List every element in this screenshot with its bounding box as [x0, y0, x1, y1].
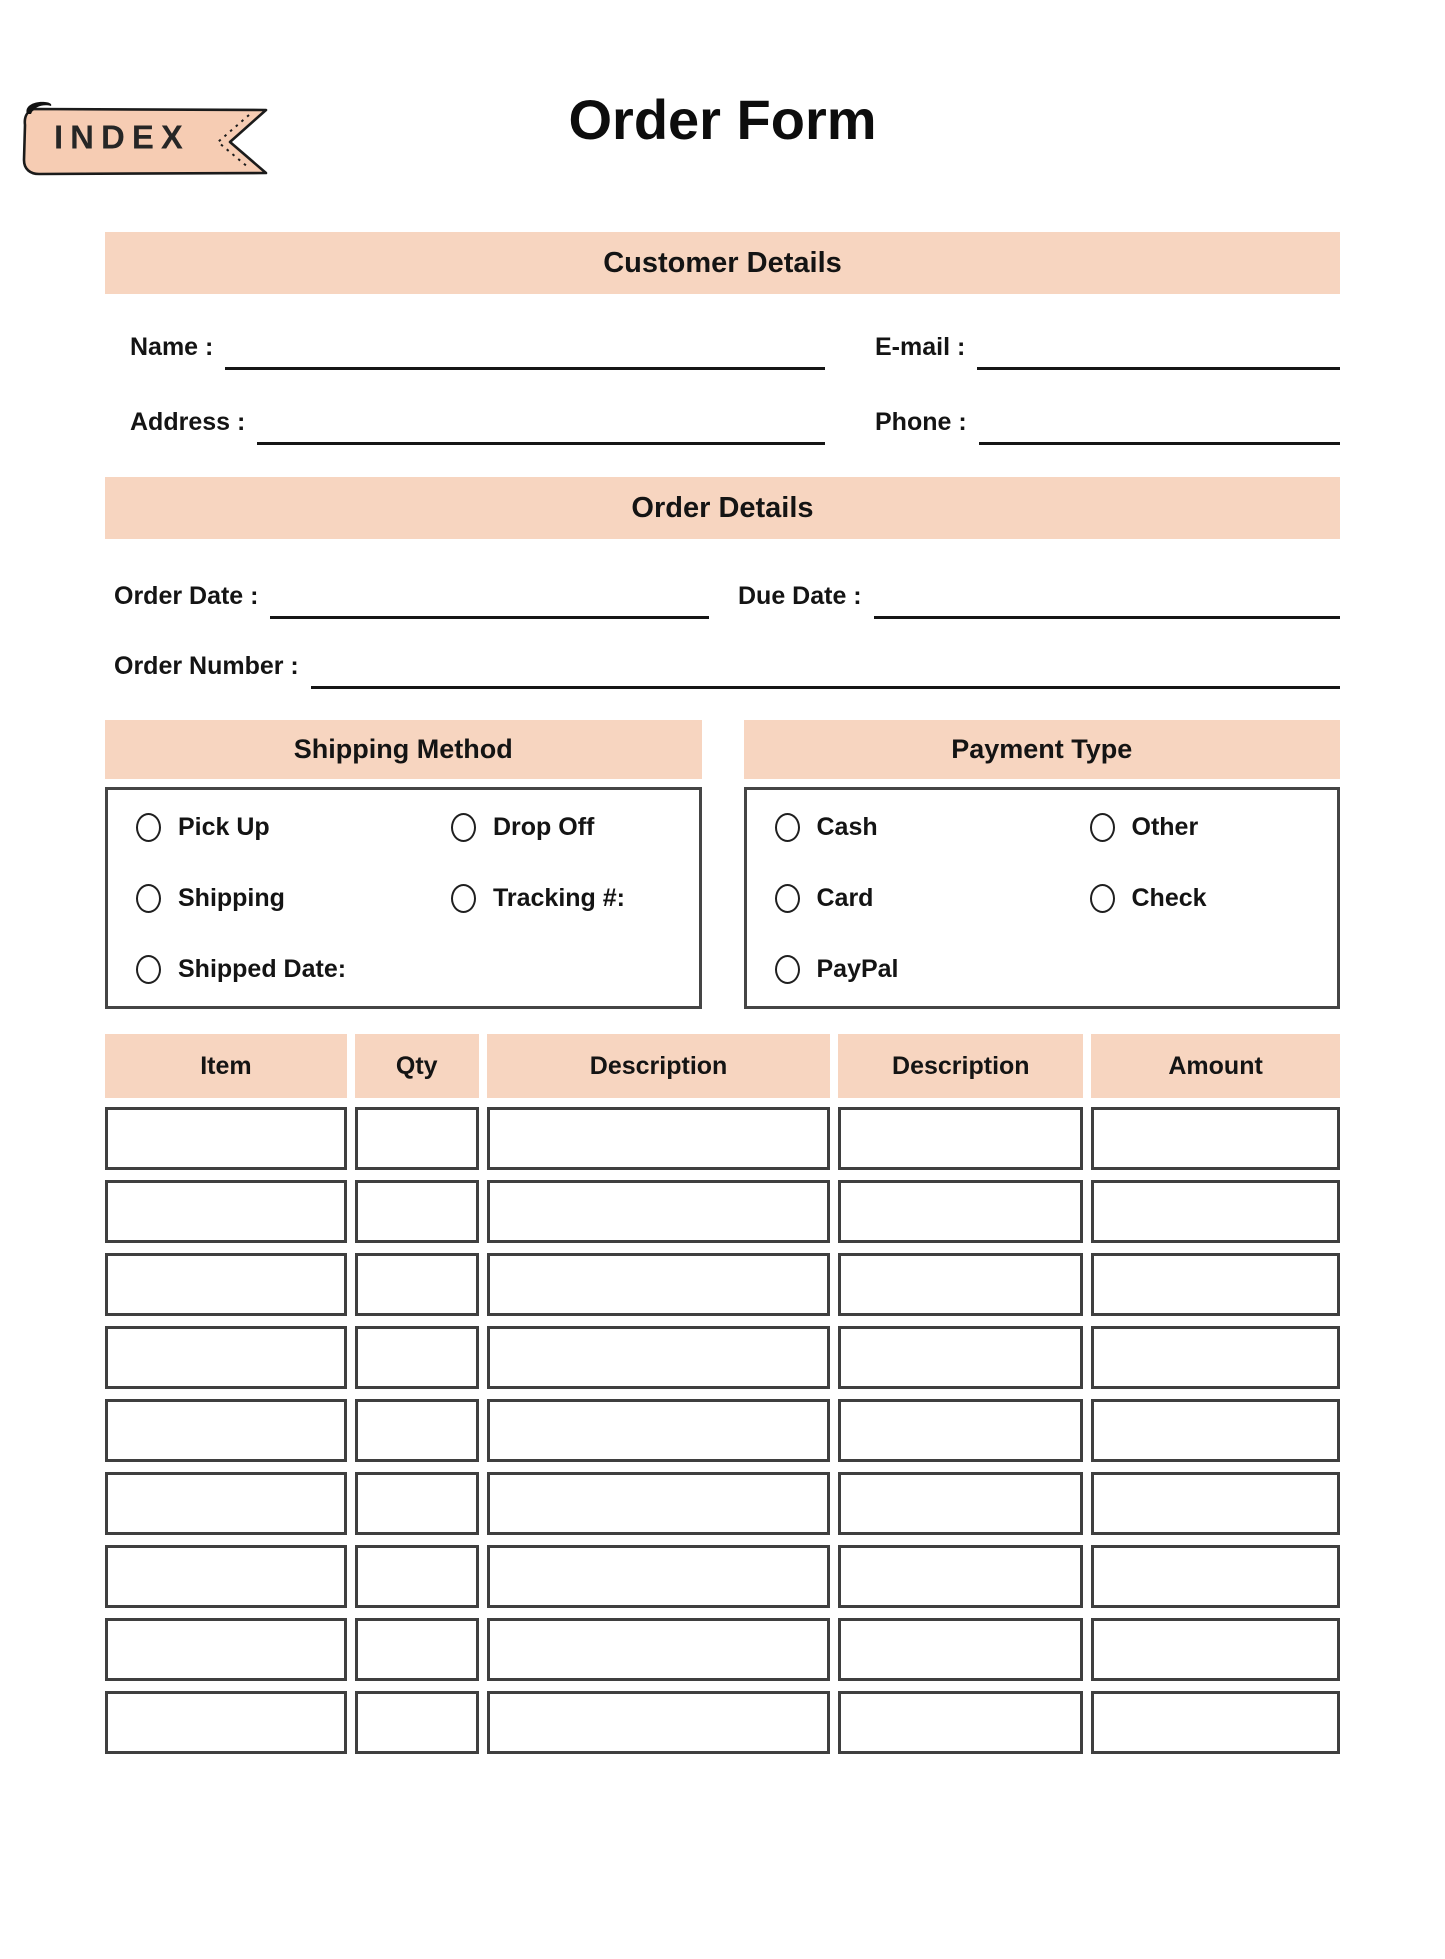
- radio-button-icon[interactable]: [775, 884, 800, 913]
- index-ribbon-label: INDEX: [54, 118, 190, 156]
- column-header-description: Description: [487, 1034, 831, 1098]
- name-input-line[interactable]: [225, 318, 825, 370]
- table-cell[interactable]: [105, 1399, 347, 1462]
- table-cell[interactable]: [105, 1691, 347, 1754]
- shipping-method-options: [105, 787, 702, 1009]
- table-cell[interactable]: [1091, 1253, 1340, 1316]
- field-order-date: [114, 567, 709, 619]
- field-order-number: [114, 637, 1340, 689]
- table-cell[interactable]: [105, 1253, 347, 1316]
- radio-button-icon[interactable]: [451, 813, 476, 842]
- table-cell[interactable]: [838, 1180, 1083, 1243]
- table-cell[interactable]: [1091, 1545, 1340, 1608]
- table-cell[interactable]: [487, 1545, 831, 1608]
- due-date-label: Due Date :: [738, 582, 862, 611]
- radio-button-icon[interactable]: [775, 955, 800, 984]
- shipping-method-panel: [105, 720, 702, 1009]
- radio-option-tracking[interactable]: [451, 884, 699, 913]
- table-cell[interactable]: [355, 1399, 479, 1462]
- radio-button-icon[interactable]: [775, 813, 800, 842]
- table-cell[interactable]: [105, 1618, 347, 1681]
- table-cell[interactable]: [355, 1180, 479, 1243]
- table-cell[interactable]: [1091, 1618, 1340, 1681]
- radio-option-label: Check: [1131, 884, 1207, 913]
- field-email: [875, 318, 1340, 370]
- table-cell[interactable]: [355, 1691, 479, 1754]
- column-header-qty: Qty: [355, 1034, 479, 1098]
- customer-row-1: [105, 318, 1340, 370]
- radio-option-label: Other: [1131, 813, 1199, 842]
- address-input-line[interactable]: [257, 393, 825, 445]
- radio-option-label: Shipped Date:: [178, 955, 347, 984]
- order-row-1: [105, 567, 1340, 619]
- page-title: Order Form: [568, 88, 877, 151]
- field-address: [130, 393, 825, 445]
- table-cell[interactable]: [355, 1618, 479, 1681]
- table-cell[interactable]: [838, 1545, 1083, 1608]
- order-date-input-line[interactable]: [270, 567, 709, 619]
- table-cell[interactable]: [487, 1107, 831, 1170]
- radio-option-check[interactable]: [1090, 884, 1338, 913]
- radio-option-shipped-date[interactable]: [136, 955, 451, 984]
- order-number-label: Order Number :: [114, 652, 299, 681]
- table-cell[interactable]: [105, 1472, 347, 1535]
- radio-button-icon[interactable]: [136, 955, 161, 984]
- table-cell[interactable]: [355, 1253, 479, 1316]
- shipping-method-heading: Shipping Method: [293, 734, 513, 765]
- order-details-heading: Order Details: [631, 491, 814, 524]
- radio-option-other[interactable]: [1090, 813, 1338, 842]
- table-cell[interactable]: [105, 1180, 347, 1243]
- table-cell[interactable]: [487, 1180, 831, 1243]
- table-cell[interactable]: [355, 1472, 479, 1535]
- table-cell[interactable]: [487, 1618, 831, 1681]
- radio-option-pick-up[interactable]: [136, 813, 451, 842]
- table-cell[interactable]: [1091, 1691, 1340, 1754]
- table-cell[interactable]: [487, 1472, 831, 1535]
- payment-type-panel: [744, 720, 1341, 1009]
- radio-option-label: Shipping: [178, 884, 285, 913]
- table-cell[interactable]: [487, 1691, 831, 1754]
- table-cell[interactable]: [105, 1545, 347, 1608]
- table-cell[interactable]: [487, 1326, 831, 1389]
- table-cell[interactable]: [838, 1253, 1083, 1316]
- email-input-line[interactable]: [977, 318, 1340, 370]
- payment-type-banner: [744, 720, 1341, 779]
- radio-button-icon[interactable]: [451, 884, 476, 913]
- table-cell[interactable]: [1091, 1107, 1340, 1170]
- phone-input-line[interactable]: [979, 393, 1340, 445]
- shipping-payment-section: [105, 720, 1340, 1009]
- field-due-date: [738, 567, 1340, 619]
- table-cell[interactable]: [838, 1107, 1083, 1170]
- shipping-method-banner: [105, 720, 702, 779]
- customer-details-banner: [105, 232, 1340, 294]
- radio-button-icon[interactable]: [1090, 884, 1115, 913]
- form-content: [105, 88, 1340, 1754]
- radio-option-label: Drop Off: [493, 813, 595, 842]
- order-number-input-line[interactable]: [311, 637, 1340, 689]
- table-cell[interactable]: [487, 1253, 831, 1316]
- table-cell[interactable]: [1091, 1399, 1340, 1462]
- radio-option-label: Cash: [816, 813, 878, 842]
- customer-row-2: [105, 393, 1340, 445]
- column-header-amount: Amount: [1091, 1034, 1340, 1098]
- email-label: E-mail :: [875, 333, 966, 362]
- radio-option-label: Pick Up: [178, 813, 270, 842]
- name-label: Name :: [130, 333, 214, 362]
- table-cell[interactable]: [838, 1618, 1083, 1681]
- radio-option-shipping[interactable]: [136, 884, 451, 913]
- due-date-input-line[interactable]: [874, 567, 1340, 619]
- column-header-description-2: Description: [838, 1034, 1083, 1098]
- table-cell[interactable]: [105, 1107, 347, 1170]
- order-details-banner: [105, 477, 1340, 539]
- payment-type-options: [744, 787, 1341, 1009]
- radio-option-drop-off[interactable]: [451, 813, 699, 842]
- order-row-2: [105, 637, 1340, 689]
- radio-button-icon[interactable]: [1090, 813, 1115, 842]
- table-cell[interactable]: [838, 1399, 1083, 1462]
- radio-option-label: Tracking #:: [493, 884, 625, 913]
- field-name: [130, 318, 825, 370]
- table-cell[interactable]: [355, 1107, 479, 1170]
- radio-option-card[interactable]: [775, 884, 1090, 913]
- table-cell[interactable]: [355, 1545, 479, 1608]
- radio-button-icon[interactable]: [136, 813, 161, 842]
- table-cell[interactable]: [487, 1399, 831, 1462]
- table-cell[interactable]: [838, 1691, 1083, 1754]
- items-table-body: [105, 1107, 1340, 1754]
- order-form-page: [0, 88, 1445, 1959]
- radio-option-label: PayPal: [816, 955, 899, 984]
- radio-option-label: Card: [816, 884, 874, 913]
- table-cell[interactable]: [1091, 1472, 1340, 1535]
- table-cell[interactable]: [355, 1326, 479, 1389]
- address-label: Address :: [130, 408, 246, 437]
- radio-button-icon[interactable]: [136, 884, 161, 913]
- radio-option-paypal[interactable]: [775, 955, 1090, 984]
- order-date-label: Order Date :: [114, 582, 259, 611]
- table-cell[interactable]: [1091, 1180, 1340, 1243]
- radio-option-cash[interactable]: [775, 813, 1090, 842]
- payment-type-heading: Payment Type: [951, 734, 1133, 765]
- field-phone: [875, 393, 1340, 445]
- phone-label: Phone :: [875, 408, 967, 437]
- table-cell[interactable]: [838, 1472, 1083, 1535]
- column-header-item: Item: [105, 1034, 347, 1098]
- customer-details-heading: Customer Details: [603, 246, 842, 279]
- items-table-header: [105, 1034, 1340, 1098]
- table-cell[interactable]: [1091, 1326, 1340, 1389]
- table-cell[interactable]: [105, 1326, 347, 1389]
- table-cell[interactable]: [838, 1326, 1083, 1389]
